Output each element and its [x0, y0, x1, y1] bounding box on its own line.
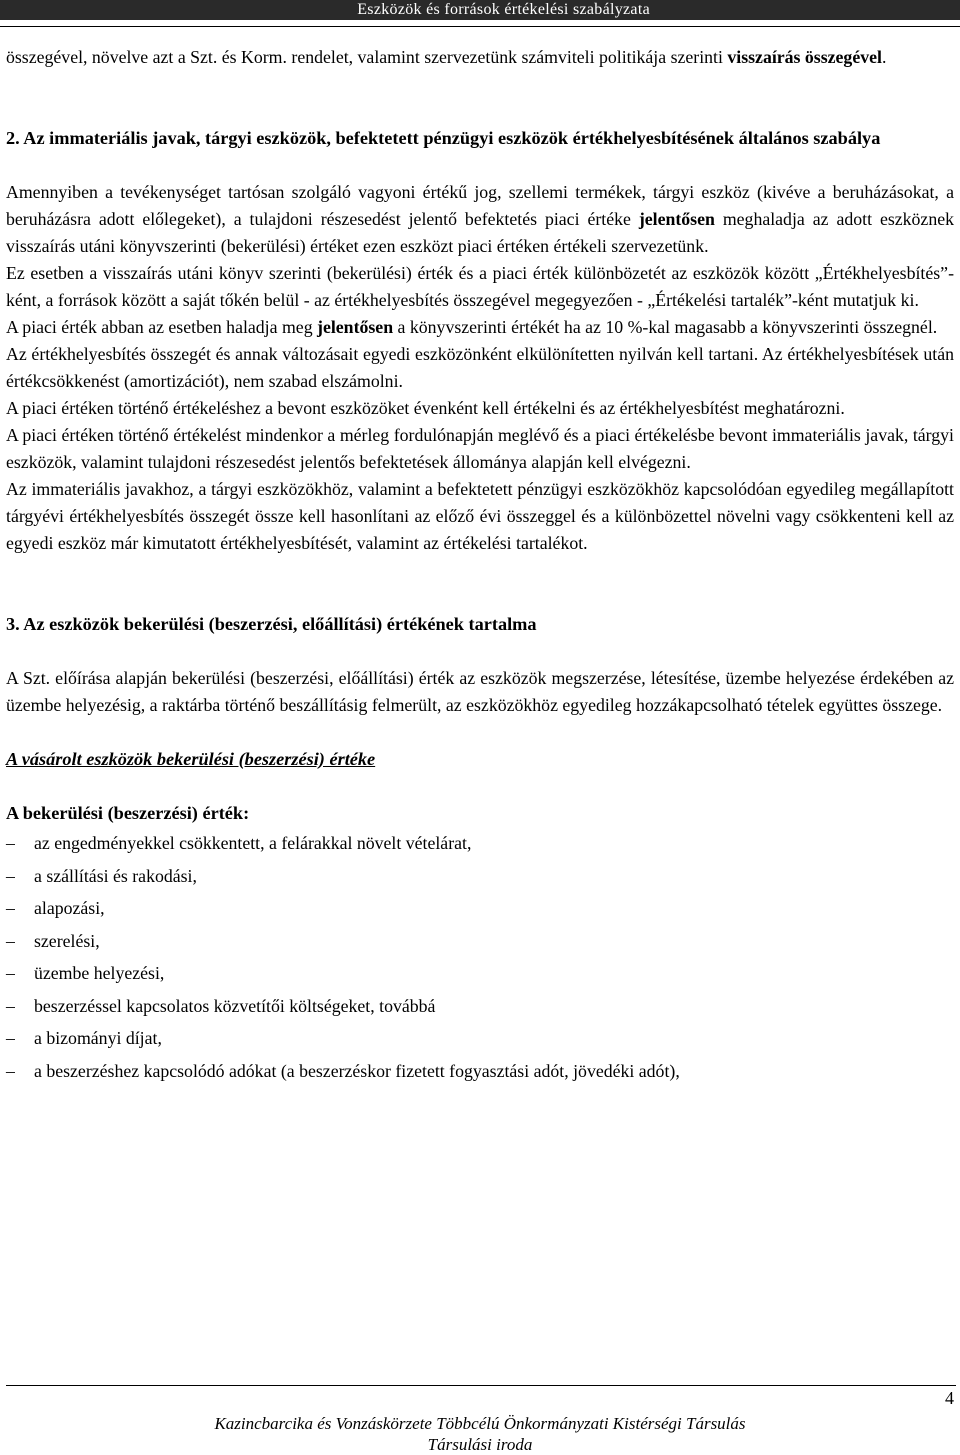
list-item: – az engedményekkel csökkentett, a felárakkal növelt vételárat, [6, 827, 954, 860]
footer-office: Társulási iroda [427, 1435, 533, 1454]
document-title: Eszközök és források értékelési szabályzata [357, 1, 650, 18]
intro-paragraph: összegével, növelve azt a Szt. és Korm. rendelet, valamint szervezetünk számviteli politikája szerinti visszaírás összegével. [6, 47, 887, 67]
section-2-paragraph: A piaci értéken történő értékelést mindenkor a mérleg fordulónapján meglévő és a piaci értékelésbe bevont immateriális javak, tárgyi eszközök, valamint tulajdoni részesedést jelentős befektetések állománya alapján kell elvégezni. [6, 425, 954, 472]
list-item: – beszerzéssel kapcsolatos közvetítői költségeket, továbbá [6, 990, 954, 1023]
header-bar [0, 0, 960, 20]
section-3-paragraph: A Szt. előírása alapján bekerülési (beszerzési, előállítási) érték az eszközök megszerzése, létesítése, üzembe helyezése érdekében az üzembe helyezésig, a raktárba történő beszállításig felmerült, az eszközökhöz egyedileg hozzákapcsolható tételek együttes összege. [6, 668, 954, 715]
section-2-heading: 2. Az immateriális javak, tárgyi eszközök, befektetett pénzügyi eszközök értékhelyesbítésének általános szabálya [6, 128, 881, 148]
list-title: A bekerülési (beszerzési) érték: [6, 803, 250, 823]
dash-bullet: – [6, 865, 15, 886]
section-3-heading: 3. Az eszközök bekerülési (beszerzési, előállítási) értékének tartalma [6, 614, 537, 634]
list-item: – a szállítási és rakodási, [6, 860, 954, 893]
section-2-paragraph: Amennyiben a tevékenységet tartósan szolgáló vagyoni értékű jog, szellemi termékek, tárgyi eszköz (kivéve a beruházásokat, a beruházásra adott előlegeket), a tulajdoni részesedést jelentő befektetés piaci értéke jelentősen meghaladja az adott eszköznek visszaírás utáni könyvszerinti (bekerülési) értéket ezen eszközt piaci értéken értékeli szervezetünk. [6, 182, 954, 256]
list-item: – üzembe helyezési, [6, 957, 954, 990]
section-2-paragraph: Az immateriális javakhoz, a tárgyi eszközökhöz, valamint a befektetett pénzügyi eszközökhöz kapcsolódóan egyedileg megállapított tárgyévi értékhelyesbítés összegét össze kell hasonlítani az előző évi összeggel és a különbözettel növelni vagy csökkenteni kell az egyedi eszköz már kimutatott értékhelyesbítését, valamint az értékelési tartalékot. [6, 479, 954, 553]
section-2-paragraph: A piaci érték abban az esetben haladja meg jelentősen a könyvszerinti értékét ha az 10 %-kal magasabb a könyvszerinti összegnél. [6, 317, 938, 337]
dash-bullet: – [6, 1060, 15, 1081]
dash-bullet: – [6, 898, 15, 918]
section-2-paragraph: A piaci értéken történő értékeléshez a bevont eszközöket évenként kell értékelni és az értékhelyesbítést meghatározni. [6, 398, 845, 418]
dash-bullet: – [6, 995, 15, 1016]
list-item: – a beszerzéshez kapcsolódó adókat (a beszerzéskor fizetett fogyasztási adót, jövedéki adót), [6, 1055, 954, 1088]
purchased-assets-subheading: A vásárolt eszközök bekerülési (beszerzési) értéke [6, 749, 376, 769]
footer-organization: Kazincbarcika és Vonzáskörzete Többcélú Önkormányzati Kistérségi Társulás [214, 1414, 746, 1433]
cost-items-list [6, 827, 954, 1087]
section-2-paragraph: Az értékhelyesbítés összegét és annak változásait egyedi eszközönként elkülönítetten nyilván kell tartani. Az értékhelyesbítések után értékcsökkenést (amortizációt), nem szabad elszámolni. [6, 344, 954, 391]
dash-bullet: – [6, 833, 15, 853]
page-number: 4 [945, 1388, 954, 1408]
list-item: – szerelési, [6, 925, 954, 958]
dash-bullet: – [6, 1028, 15, 1048]
document-body [6, 44, 954, 1087]
header-divider [0, 26, 960, 27]
list-item: – alapozási, [6, 892, 954, 925]
footer-divider [6, 1385, 956, 1386]
section-2-paragraph: Ez esetben a visszaírás utáni könyv szerinti (bekerülési) érték és a piaci érték különbözetét az eszközök között „Értékhelyesbítés”-ként, a források között a saját tőkén belül - az értékhelyesbítés összegével megegyezően - „Értékelési tartalék”-ként mutatjuk ki. [6, 263, 954, 310]
list-item: – a bizományi díjat, [6, 1022, 954, 1055]
dash-bullet: – [6, 963, 15, 983]
dash-bullet: – [6, 930, 15, 951]
